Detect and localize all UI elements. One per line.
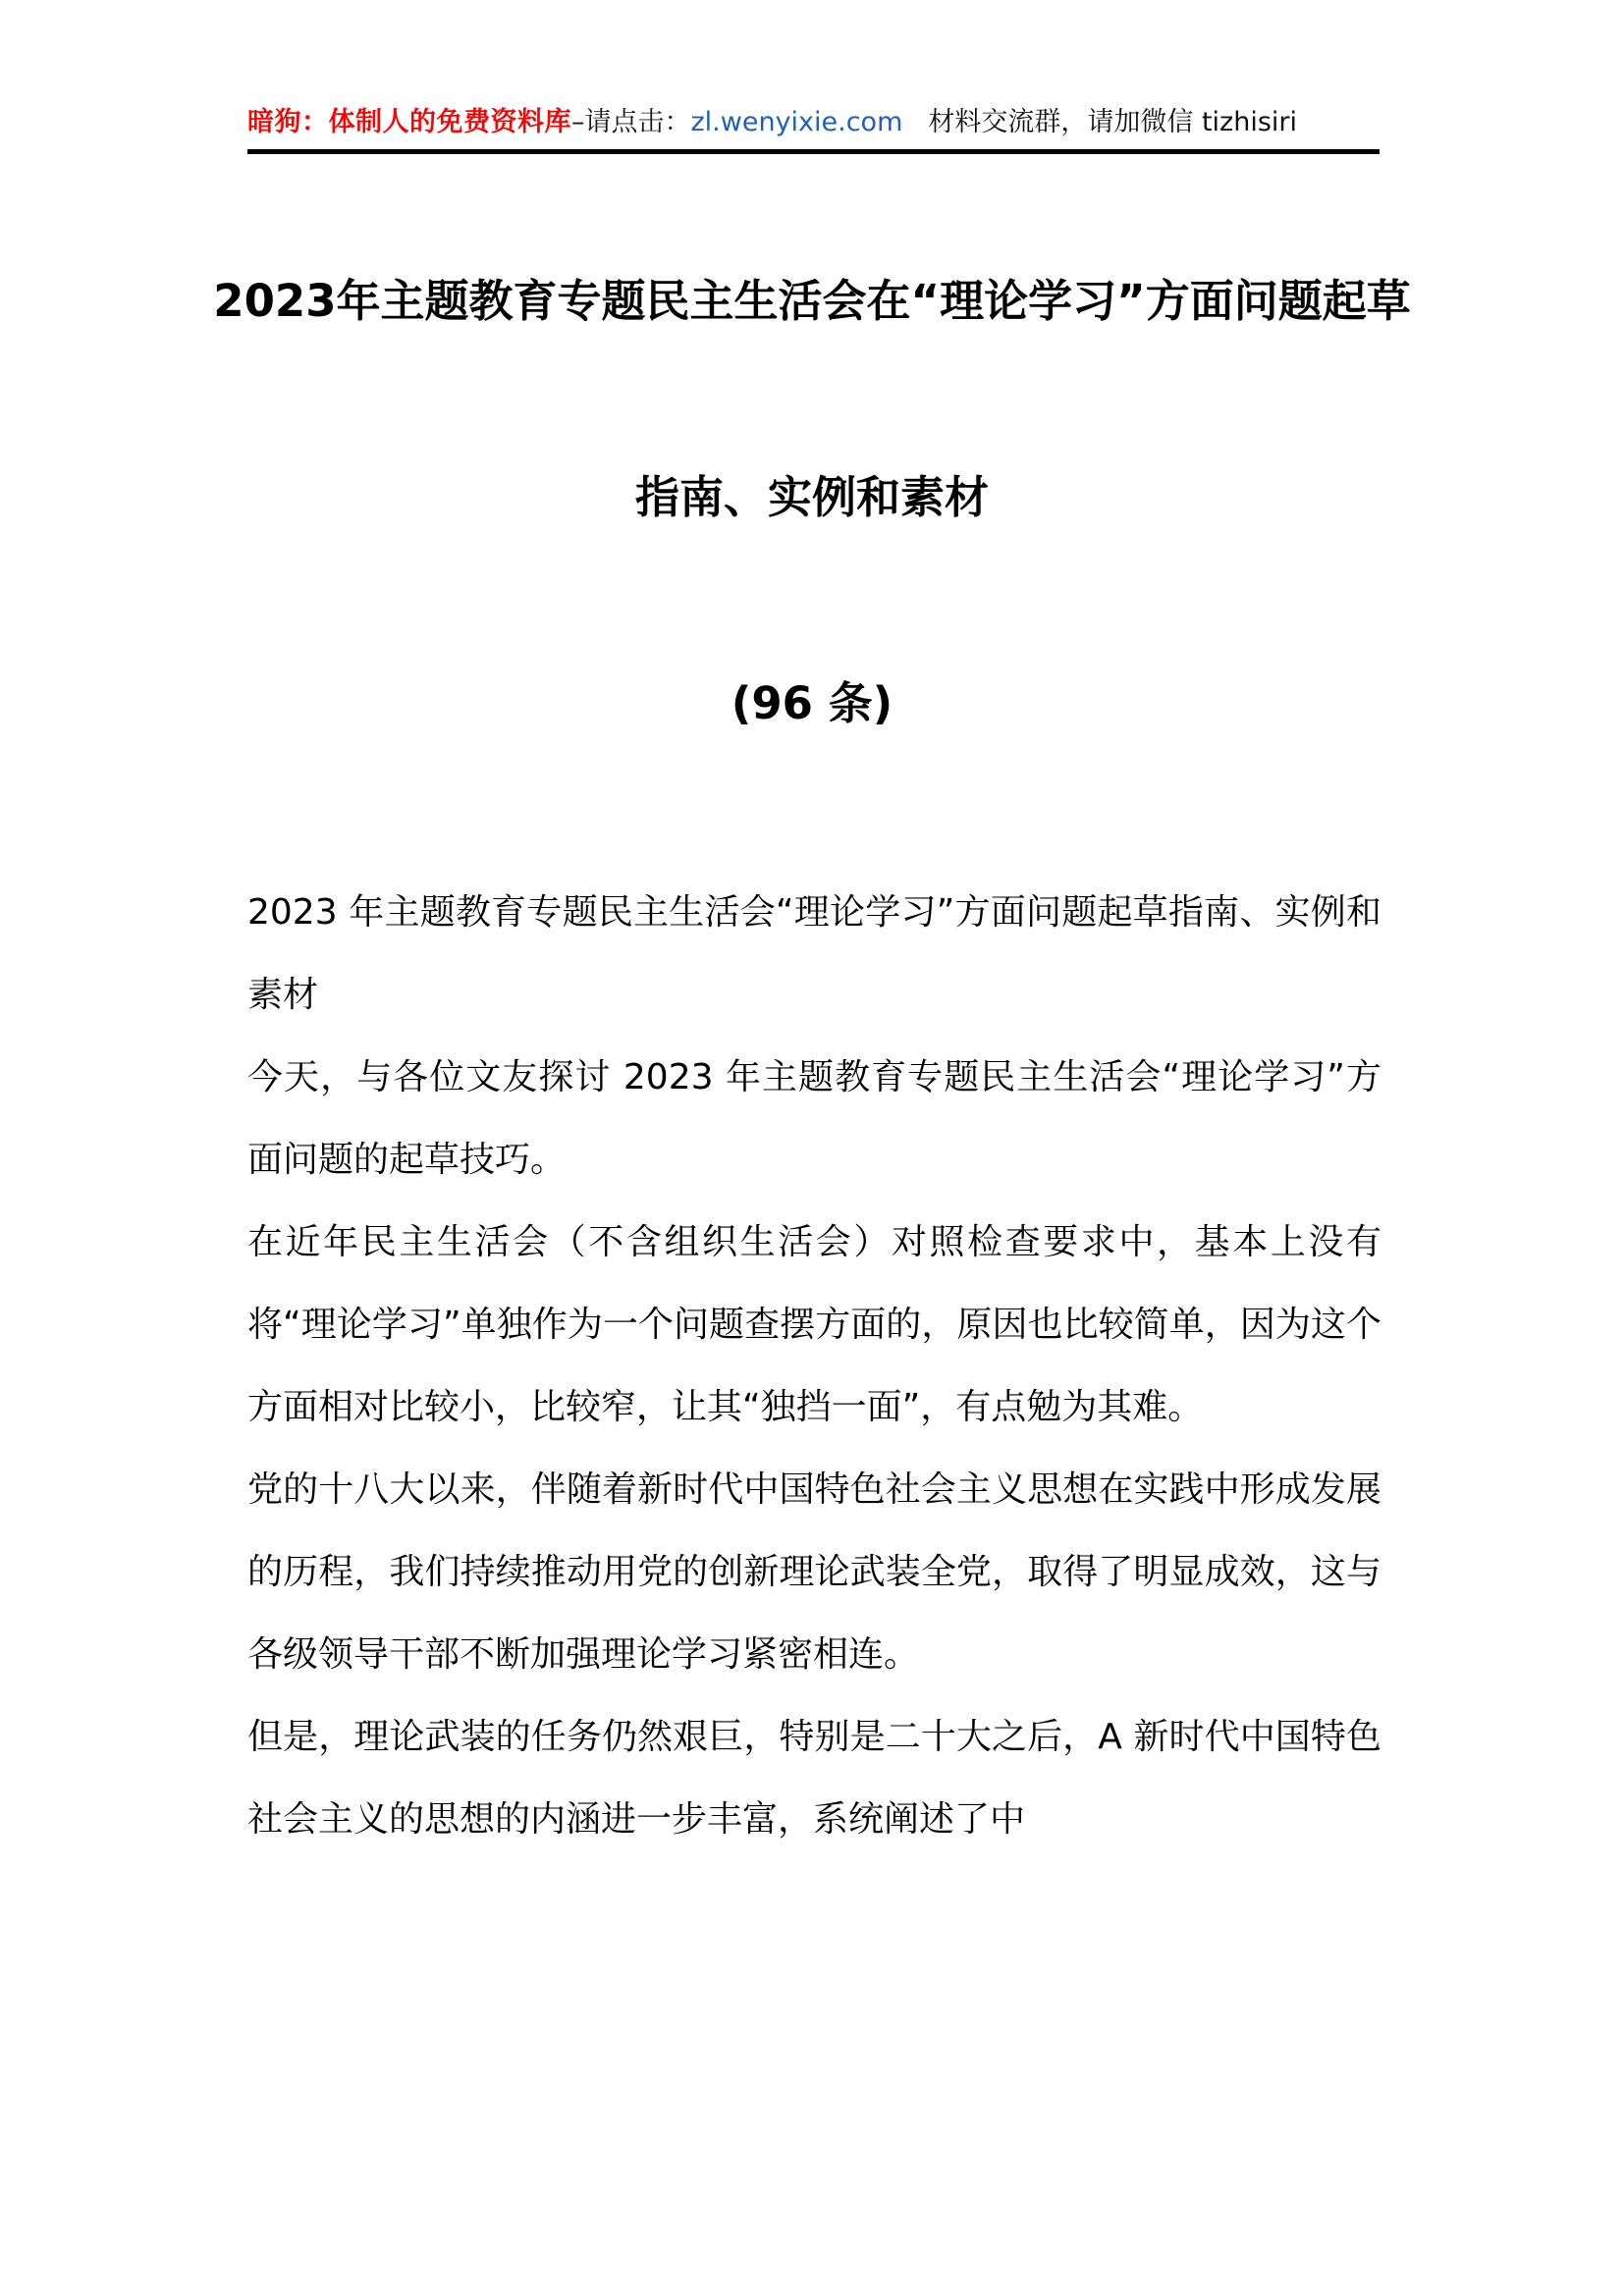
document-title-line-1: 2023年主题教育专题民主生活会在“理论学习”方面问题起草 bbox=[213, 275, 1411, 327]
header-brand-text: 暗狗：体制人的免费资料库 bbox=[247, 107, 571, 137]
header-website-link[interactable]: zl.wenyixie.com bbox=[690, 107, 903, 137]
body-paragraph: 2023 年主题教育专题民主生活会“理论学习”方面问题起草指南、实例和素材 bbox=[247, 892, 1381, 1015]
document-title-line-2: 指南、实例和素材 bbox=[634, 471, 989, 523]
header-click-prompt: –请点击： bbox=[571, 107, 691, 137]
page-header bbox=[247, 106, 1380, 154]
body-paragraph: 在近年民主生活会（不含组织生活会）对照检查要求中，基本上没有将“理论学习”单独作为一个问题查摆方面的，原因也比较简单，因为这个方面相对比较小，比较窄，让其“独挡一面”，有点勉为其难。 bbox=[247, 1222, 1381, 1427]
document-body bbox=[247, 872, 1381, 1861]
body-paragraph: 今天，与各位文友探讨 2023 年主题教育专题民主生活会“理论学习”方面问题的起草技巧。 bbox=[247, 1057, 1381, 1180]
document-item-count: (96 条) bbox=[731, 677, 893, 729]
body-paragraph: 党的十八大以来，伴随着新时代中国特色社会主义思想在实践中形成发展的历程，我们持续推动用党的创新理论武装全党，取得了明显成效，这与各级领导干部不断加强理论学习紧密相连。 bbox=[247, 1469, 1381, 1675]
header-contact-text: 材料交流群，请加微信 tizhisiri bbox=[928, 107, 1298, 137]
body-paragraph: 但是，理论武装的任务仍然艰巨，特别是二十大之后，A 新时代中国特色社会主义的思想的内涵进一步丰富，系统阐述了中 bbox=[247, 1717, 1381, 1840]
